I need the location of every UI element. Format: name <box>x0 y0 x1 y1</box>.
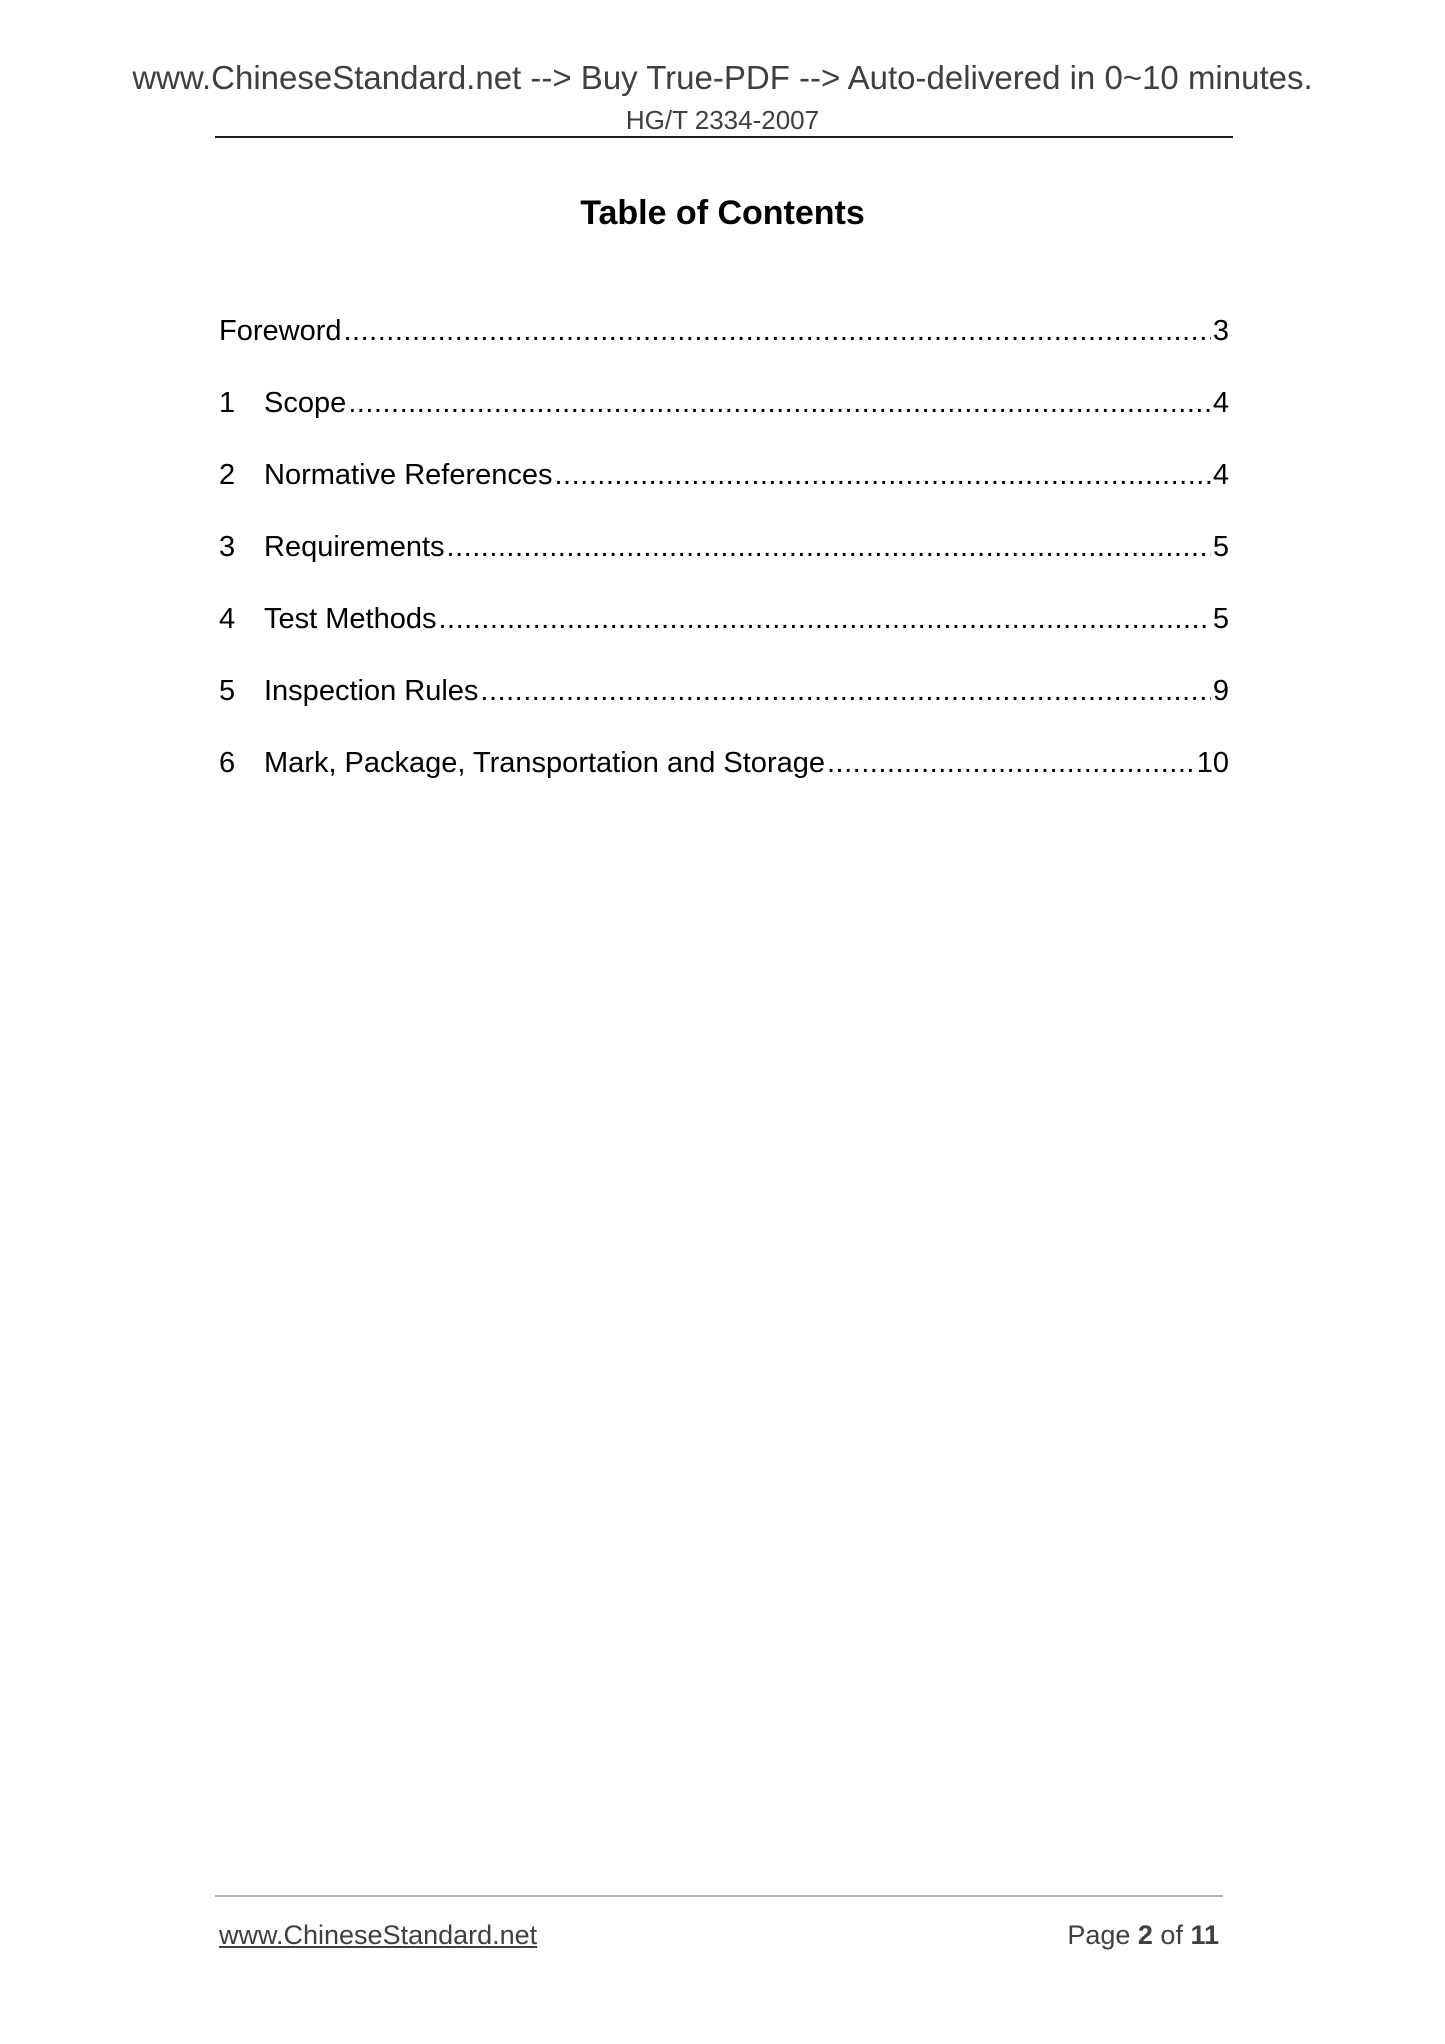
toc-entry-scope[interactable] <box>219 383 1229 455</box>
toc-entry-label: Normative References <box>264 459 553 491</box>
toc-entry-label: Test Methods <box>264 603 437 635</box>
page-total: 11 <box>1190 1920 1219 1950</box>
toc-entry-number: 3 <box>219 531 236 563</box>
toc-entry-page: 10 <box>1196 747 1229 779</box>
toc-entry-page: 9 <box>1212 675 1229 707</box>
toc-entry-number: 1 <box>219 387 236 419</box>
page-prefix: Page <box>1067 1920 1138 1950</box>
toc-entry-number: 4 <box>219 603 236 635</box>
toc-entry-page: 4 <box>1212 387 1229 419</box>
toc-dot-leader <box>827 743 1195 783</box>
toc-entry-test-methods[interactable] <box>219 599 1229 671</box>
toc-entry-mark-package[interactable] <box>219 743 1229 815</box>
toc-entry-page: 4 <box>1212 459 1229 491</box>
footer-website-link[interactable]: www.ChineseStandard.net <box>219 1920 538 1950</box>
page-current: 2 <box>1137 1920 1153 1950</box>
page-indicator <box>1067 1917 1219 1953</box>
toc-entry-number: 5 <box>219 675 236 707</box>
toc-entry-requirements[interactable] <box>219 527 1229 599</box>
header-divider <box>215 136 1233 138</box>
table-of-contents <box>219 311 1229 815</box>
toc-entry-number: 6 <box>219 747 236 779</box>
page-separator: of <box>1152 1920 1191 1950</box>
toc-entry-foreword[interactable] <box>219 311 1229 383</box>
toc-entry-normative-references[interactable] <box>219 455 1229 527</box>
toc-dot-leader <box>438 599 1210 639</box>
toc-entry-page: 5 <box>1212 603 1229 635</box>
toc-dot-leader <box>555 455 1211 495</box>
toc-dot-leader <box>348 383 1211 423</box>
toc-entry-label: Requirements <box>264 531 445 563</box>
toc-dot-leader <box>480 671 1210 711</box>
toc-entry-inspection-rules[interactable] <box>219 671 1229 743</box>
toc-entry-page: 3 <box>1212 315 1229 347</box>
toc-dot-leader <box>447 527 1211 567</box>
toc-dot-leader <box>344 311 1211 351</box>
toc-entry-page: 5 <box>1212 531 1229 563</box>
toc-entry-label: Scope <box>264 387 347 419</box>
toc-title: Table of Contents <box>580 194 865 232</box>
document-code: HG/T 2334-2007 <box>625 105 820 135</box>
toc-entry-label: Inspection Rules <box>264 675 479 707</box>
toc-entry-label: Mark, Package, Transportation and Storage <box>264 747 825 779</box>
toc-entry-number: 2 <box>219 459 236 491</box>
toc-entry-label: Foreword <box>219 315 342 347</box>
header-banner[interactable]: www.ChineseStandard.net --> Buy True-PDF --> Auto-delivered in 0~10 minutes. <box>132 59 1313 96</box>
footer-divider <box>215 1895 1223 1897</box>
